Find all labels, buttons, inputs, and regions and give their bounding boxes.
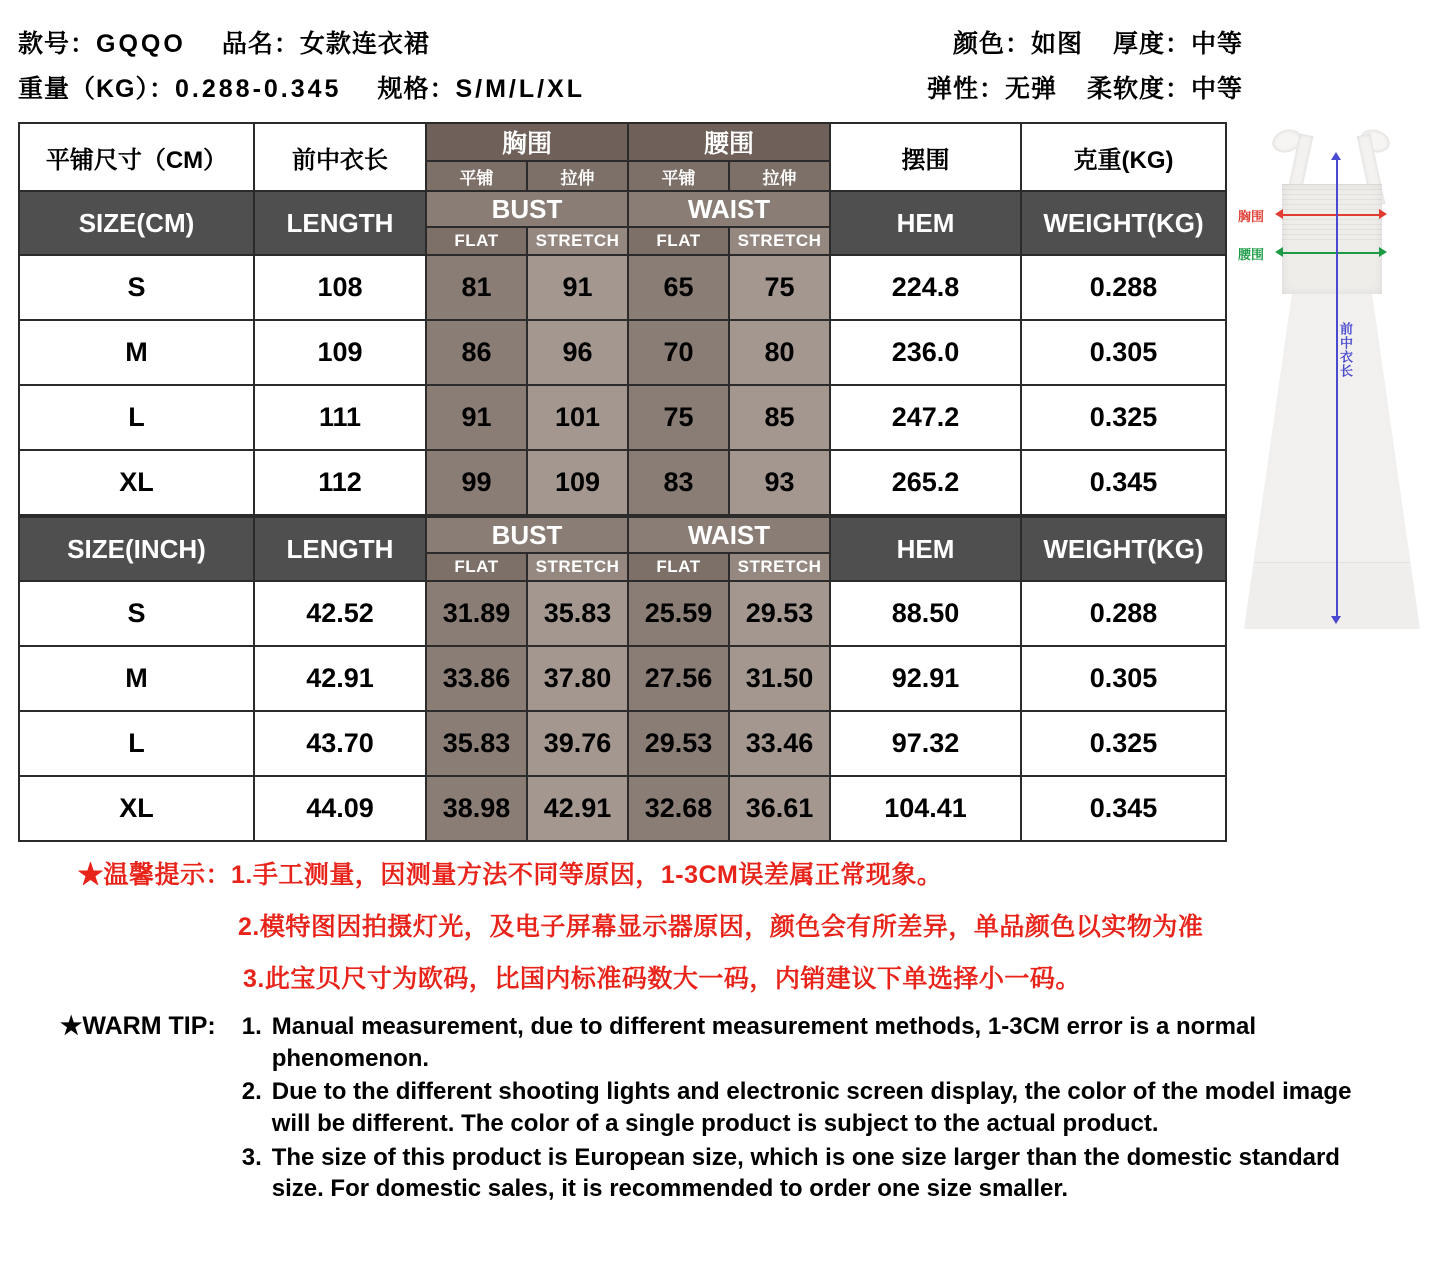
dress-bodice [1282, 184, 1382, 294]
cm-col-length-en: LENGTH [254, 191, 426, 255]
list-item [228, 1076, 1352, 1139]
cell-size: M [19, 320, 254, 385]
cell-weight: 0.288 [1021, 255, 1226, 320]
cm-col-size-en: SIZE(CM) [19, 191, 254, 255]
spec-value: S/M/L/XL [455, 75, 586, 103]
softness-label: 柔软度： [1086, 75, 1191, 103]
cell-bust-flat: 33.86 [426, 646, 527, 711]
cm-waist-stretch-en: STRETCH [729, 227, 830, 255]
bust-measure-label: 胸围 [1238, 209, 1265, 224]
warm-tip-title: ★WARM TIP: [60, 1012, 216, 1040]
inch-waist-stretch-en: STRETCH [729, 553, 830, 581]
dress-measurement-diagram [1232, 124, 1432, 644]
style-value: GQQO [96, 30, 186, 58]
inch-header-en [19, 517, 1226, 553]
product-name-label: 品名： [221, 30, 300, 58]
warm-tip-number: 1. [241, 1013, 262, 1040]
warm-tip-text: Due to the different shooting lights and electronic screen display, the color of the model image will be different. The color of a single product is subject to the actual product. [271, 1078, 1352, 1138]
bust-measure-line [1282, 214, 1380, 216]
warm-tips-section [18, 855, 1418, 1207]
inch-col-waist-en: WAIST [628, 517, 830, 553]
cell-weight: 0.305 [1021, 646, 1226, 711]
thickness-label: 厚度： [1112, 30, 1191, 58]
cell-length: 112 [254, 450, 426, 515]
cell-waist-flat: 83 [628, 450, 729, 515]
weight-label: 重量（KG）： [18, 75, 176, 103]
cm-header-cn [19, 123, 1226, 161]
cell-hem: 97.32 [830, 711, 1021, 776]
cell-bust-stretch: 35.83 [527, 581, 628, 646]
cell-size: S [19, 255, 254, 320]
weight-value: 0.288-0.345 [175, 75, 342, 103]
inch-col-bust-en: BUST [426, 517, 628, 553]
cell-weight: 0.325 [1021, 711, 1226, 776]
header-row-2 [18, 69, 1418, 114]
cell-hem: 104.41 [830, 776, 1021, 841]
cell-waist-flat: 32.68 [628, 776, 729, 841]
length-measure-line [1336, 158, 1338, 618]
cell-hem: 224.8 [830, 255, 1021, 320]
cell-size: L [19, 711, 254, 776]
waist-arrow-right-icon [1379, 247, 1387, 257]
cell-bust-stretch: 101 [527, 385, 628, 450]
cell-bust-flat: 81 [426, 255, 527, 320]
cell-waist-stretch: 93 [729, 450, 830, 515]
cell-length: 108 [254, 255, 426, 320]
cell-waist-stretch: 85 [729, 385, 830, 450]
waist-measure-label: 腰围 [1238, 247, 1265, 262]
list-item [228, 1142, 1352, 1205]
cell-weight: 0.288 [1021, 581, 1226, 646]
cm-col-hem-cn: 摆围 [830, 123, 1021, 191]
cm-col-waist-en: WAIST [628, 191, 830, 227]
color-value: 如图 [1030, 30, 1083, 58]
spec-label: 规格： [377, 75, 456, 103]
cm-col-size-cn: 平铺尺寸（CM） [19, 123, 254, 191]
cell-bust-flat: 86 [426, 320, 527, 385]
table-row [19, 646, 1226, 711]
inch-bust-flat-en: FLAT [426, 553, 527, 581]
warm-tip-text: The size of this product is European size, which is one size larger than the domestic standard size. For domestic sales, it is recommended to order one size smaller. [271, 1143, 1340, 1203]
cell-weight: 0.305 [1021, 320, 1226, 385]
inch-col-hem-en: HEM [830, 517, 1021, 581]
cm-col-waist-cn: 腰围 [628, 123, 830, 161]
cm-col-weight-cn: 克重(KG) [1021, 123, 1226, 191]
cell-size: XL [19, 776, 254, 841]
table-row [19, 776, 1226, 841]
cell-waist-flat: 70 [628, 320, 729, 385]
cell-weight: 0.345 [1021, 776, 1226, 841]
inch-col-length-en: LENGTH [254, 517, 426, 581]
cell-waist-stretch: 29.53 [729, 581, 830, 646]
length-arrow-up-icon [1331, 152, 1341, 160]
cell-length: 111 [254, 385, 426, 450]
cell-waist-flat: 29.53 [628, 711, 729, 776]
length-measure-label: 前中衣长 [1338, 322, 1353, 378]
cell-bust-stretch: 91 [527, 255, 628, 320]
inch-bust-stretch-en: STRETCH [527, 553, 628, 581]
warm-tip-number: 2. [241, 1078, 262, 1106]
cell-size: S [19, 581, 254, 646]
cm-bust-flat-en: FLAT [426, 227, 527, 255]
cell-bust-stretch: 109 [527, 450, 628, 515]
cm-col-hem-en: HEM [830, 191, 1021, 255]
table-row [19, 320, 1226, 385]
cm-waist-stretch-cn: 拉伸 [729, 161, 830, 191]
warm-tip-en-block [18, 1011, 1418, 1207]
table-row [19, 385, 1226, 450]
cell-bust-flat: 35.83 [426, 711, 527, 776]
inch-waist-flat-en: FLAT [628, 553, 729, 581]
elasticity-label: 弹性： [926, 75, 1005, 103]
cell-bust-flat: 91 [426, 385, 527, 450]
color-label: 颜色： [952, 30, 1031, 58]
cm-waist-flat-en: FLAT [628, 227, 729, 255]
inch-col-weight-en: WEIGHT(KG) [1021, 517, 1226, 581]
cell-length: 42.91 [254, 646, 426, 711]
cell-waist-flat: 75 [628, 385, 729, 450]
warm-tip-text: Manual measurement, due to different measurement methods, 1-3CM error is a normal phenomenon. [271, 1013, 1256, 1072]
cell-waist-stretch: 31.50 [729, 646, 830, 711]
cell-length: 109 [254, 320, 426, 385]
cell-weight: 0.325 [1021, 385, 1226, 450]
cm-header-en [19, 191, 1226, 227]
cell-waist-stretch: 33.46 [729, 711, 830, 776]
cell-hem: 236.0 [830, 320, 1021, 385]
cell-hem: 265.2 [830, 450, 1021, 515]
cell-size: M [19, 646, 254, 711]
product-name-value: 女款连衣裙 [299, 30, 430, 58]
cell-bust-flat: 38.98 [426, 776, 527, 841]
cell-waist-stretch: 80 [729, 320, 830, 385]
cell-waist-stretch: 36.61 [729, 776, 830, 841]
tip-cn-1: ★温馨提示：1.手工测量，因测量方法不同等原因，1-3CM误差属正常现象。 [78, 861, 943, 889]
cell-bust-stretch: 37.80 [527, 646, 628, 711]
cell-length: 44.09 [254, 776, 426, 841]
bust-arrow-left-icon [1275, 209, 1283, 219]
cm-col-bust-cn: 胸围 [426, 123, 628, 161]
waist-measure-line [1282, 252, 1380, 254]
tip-cn-2: 2.模特图因拍摄灯光，及电子屏幕显示器原因，颜色会有所差异，单品颜色以实物为准 [238, 913, 1204, 941]
cell-waist-stretch: 75 [729, 255, 830, 320]
cm-bust-stretch-cn: 拉伸 [527, 161, 628, 191]
cell-length: 42.52 [254, 581, 426, 646]
length-arrow-down-icon [1331, 616, 1341, 624]
cell-length: 43.70 [254, 711, 426, 776]
warm-tip-number: 3. [241, 1143, 262, 1171]
cell-bust-stretch: 96 [527, 320, 628, 385]
tip-cn-3: 3.此宝贝尺寸为欧码，比国内标准码数大一码，内销建议下单选择小一码。 [243, 965, 1081, 993]
cm-col-weight-en: WEIGHT(KG) [1021, 191, 1226, 255]
cell-weight: 0.345 [1021, 450, 1226, 515]
table-row [19, 450, 1226, 515]
size-table-inch [18, 516, 1227, 842]
cell-waist-flat: 65 [628, 255, 729, 320]
cm-col-length-cn: 前中衣长 [254, 123, 426, 191]
table-row [19, 581, 1226, 646]
product-header [18, 24, 1418, 114]
bust-arrow-right-icon [1379, 209, 1387, 219]
softness-value: 中等 [1190, 75, 1243, 103]
cell-waist-flat: 27.56 [628, 646, 729, 711]
warm-tip-list [228, 1011, 1352, 1207]
inch-col-size-en: SIZE(INCH) [19, 517, 254, 581]
cell-hem: 92.91 [830, 646, 1021, 711]
cell-bust-stretch: 42.91 [527, 776, 628, 841]
list-item [228, 1011, 1352, 1074]
cell-bust-flat: 99 [426, 450, 527, 515]
elasticity-value: 无弹 [1004, 75, 1057, 103]
cell-hem: 247.2 [830, 385, 1021, 450]
cell-bust-stretch: 39.76 [527, 711, 628, 776]
table-row [19, 711, 1226, 776]
cm-bust-flat-cn: 平铺 [426, 161, 527, 191]
cell-size: XL [19, 450, 254, 515]
style-label: 款号： [18, 30, 97, 58]
cell-waist-flat: 25.59 [628, 581, 729, 646]
cell-bust-flat: 31.89 [426, 581, 527, 646]
thickness-value: 中等 [1190, 30, 1243, 58]
waist-arrow-left-icon [1275, 247, 1283, 257]
cm-bust-stretch-en: STRETCH [527, 227, 628, 255]
cell-size: L [19, 385, 254, 450]
size-table-cm [18, 122, 1227, 516]
cell-hem: 88.50 [830, 581, 1021, 646]
cm-col-bust-en: BUST [426, 191, 628, 227]
table-row [19, 255, 1226, 320]
header-row-1 [18, 24, 1418, 69]
cm-waist-flat-cn: 平铺 [628, 161, 729, 191]
